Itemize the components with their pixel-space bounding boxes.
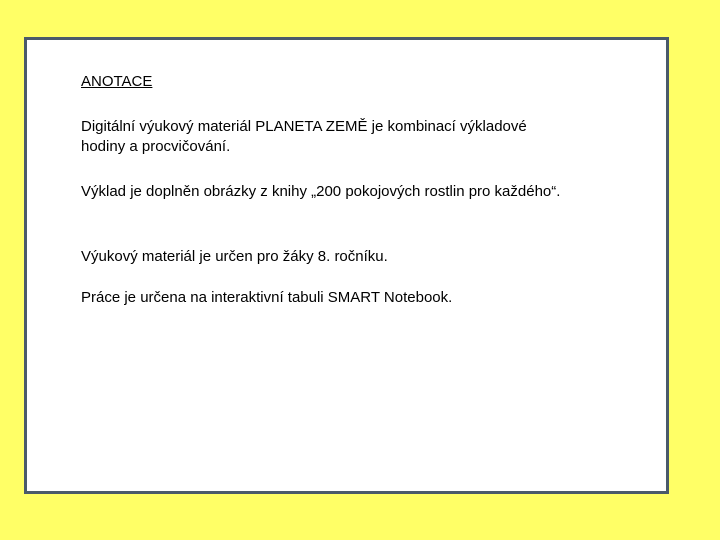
platform-paragraph: Práce je určena na interaktivní tabuli SMART Notebook. <box>81 289 453 306</box>
intro-paragraph <box>81 117 527 157</box>
annotation-card <box>24 37 669 494</box>
intro-line-1: Digitální výukový materiál PLANETA ZEMĚ je kombinací výkladové <box>81 118 527 135</box>
annotation-heading: ANOTACE <box>81 73 153 90</box>
intro-line-2: hodiny a procvičování. <box>81 138 231 155</box>
audience-paragraph: Výukový materiál je určen pro žáky 8. ročníku. <box>81 248 388 265</box>
source-paragraph: Výklad je doplněn obrázky z knihy „200 pokojových rostlin pro každého“. <box>81 183 561 200</box>
